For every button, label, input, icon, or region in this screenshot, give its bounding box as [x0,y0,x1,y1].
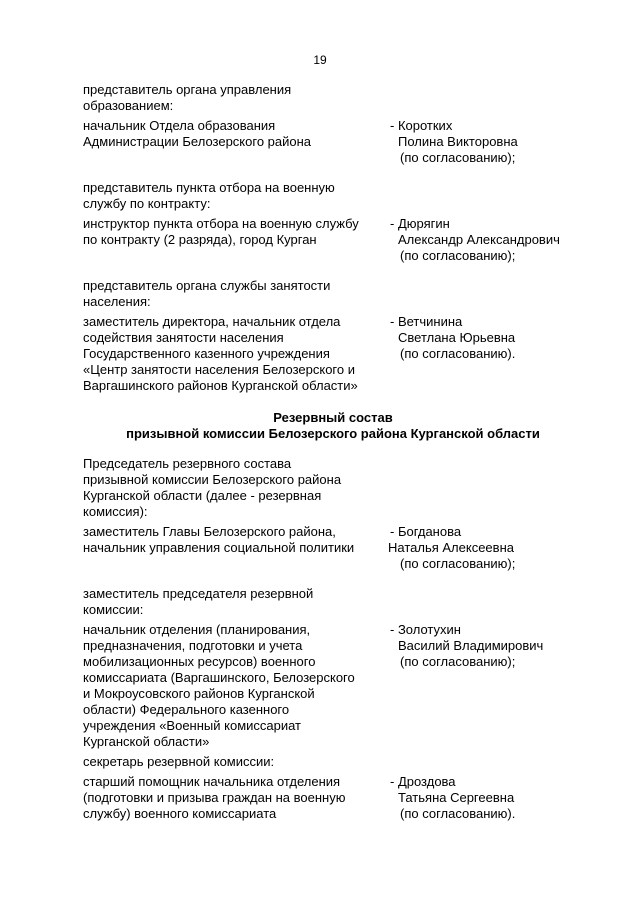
member-row [83,524,583,572]
member-position: инструктор пункта отбора на военную службу по контракту (2 разряда), город Курган [83,216,359,247]
member-row [83,118,583,166]
member-name: - Дроздова Татьяна Сергеевна (по согласованию). [390,774,516,821]
member-position: начальник отделения (планирования, предназначения, подготовки и учета мобилизационных ресурсов) военного комиссариата (Варгашинского, Белозерского и Мокроусовского районов Курганской области) Федерального казенного учреждения «Военный комиссариат Курганской области» [83,622,355,749]
member-name: - Дюрягин Александр Александрович (по согласованию); [390,216,560,263]
member-row [83,774,583,822]
member-name: - Коротких Полина Викторовна (по согласованию); [390,118,518,165]
member-name: - Золотухин Василий Владимирович (по согласованию); [390,622,544,669]
member-name: - Ветчинина Светлана Юрьевна (по согласованию). [390,314,516,361]
document-body [83,82,583,822]
member-row [83,216,583,264]
member-position: заместитель директора, начальник отдела содействия занятости населения Государственного казенного учреждения «Центр занятости населения Белозерского и Варгашинского районов Курганской области» [83,314,358,393]
member-row [83,622,583,750]
section-label: представитель органа управления образованием: [83,82,292,113]
page-number: 19 [313,53,327,67]
section-label: Председатель резервного состава призывной комиссии Белозерского района Курганской области (далее - резервная комиссия): [83,456,342,519]
section-label: представитель органа службы занятости населения: [83,278,331,309]
section-label: представитель пункта отбора на военную службу по контракту: [83,180,335,211]
member-position: начальник Отдела образования Администрации Белозерского района [83,118,312,149]
section-label: заместитель председателя резервной комиссии: [83,586,314,617]
member-row [83,314,583,394]
section-label: секретарь резервной комиссии: [83,754,275,769]
member-name: - Богданова Наталья Алексеевна (по согласованию); [388,524,516,571]
reserve-heading: Резервный состав призывной комиссии Белозерского района Курганской области [126,410,540,441]
member-position: старший помощник начальника отделения (подготовки и призыва граждан на военную службу) военного комиссариата [83,774,346,821]
member-position: заместитель Главы Белозерского района, начальник управления социальной политики [83,524,355,555]
